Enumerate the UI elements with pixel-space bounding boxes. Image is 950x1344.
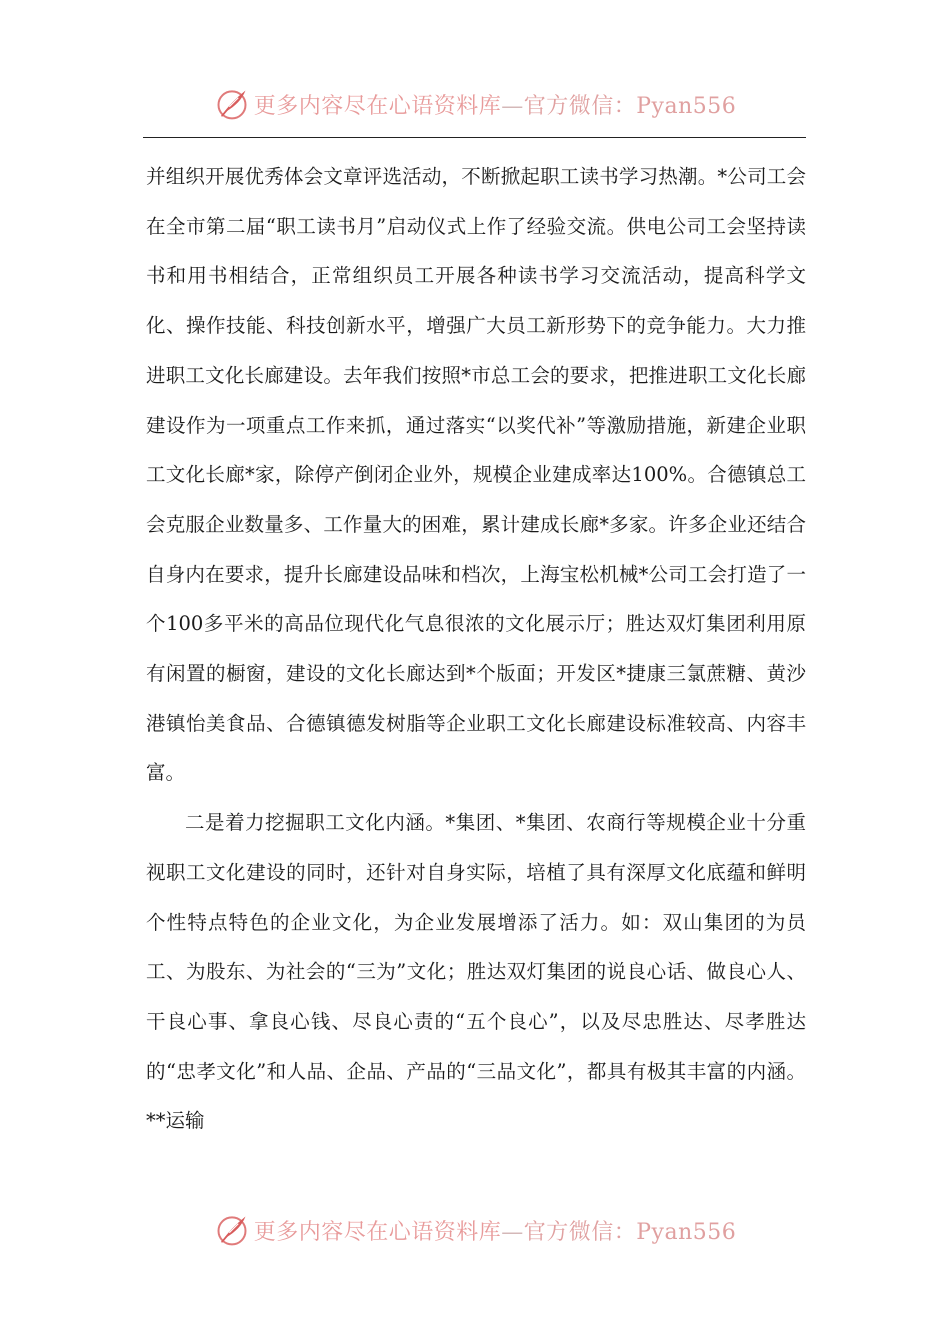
header-divider: [143, 137, 806, 138]
footer-watermark-banner: [0, 1210, 950, 1250]
header-dash: —: [501, 93, 524, 119]
quill-logo-icon: [214, 86, 250, 122]
paragraph-2: 二是着力挖掘职工文化内涵。*集团、*集团、农商行等规模企业十分重视职工文化建设的同时，还针对自身实际，培植了具有深厚文化底蕴和鲜明个性特点特色的企业文化，为企业发展增添了活力。如：双山集团的为员工、为股东、为社会的“三为”文化；胜达双灯集团的说良心话、做良心人、干良心事、拿良心钱、尽良心责的“五个良心”，以及尽忠胜达、尽孝胜达的“忠孝文化”和人品、企品、产品的“三品文化”，都具有极其丰富的内涵。**运输: [146, 811, 806, 1133]
document-body: [146, 152, 806, 1146]
header-wechat-id: Pyan556: [636, 93, 737, 119]
header-watermark-text: [254, 89, 737, 120]
footer-wechat-label: 官方微信：: [523, 1219, 637, 1245]
header-wechat-label: 官方微信：: [523, 93, 637, 119]
header-watermark-banner: [0, 84, 950, 124]
quill-logo-icon: [214, 1212, 250, 1248]
header-brand: 更多内容尽在心语资料库: [253, 93, 502, 119]
footer-dash: —: [501, 1219, 524, 1245]
footer-brand: 更多内容尽在心语资料库: [253, 1219, 502, 1245]
footer-wechat-id: Pyan556: [636, 1219, 737, 1245]
paragraph-1: 并组织开展优秀体会文章评选活动，不断掀起职工读书学习热潮。*公司工会在全市第二届“职工读书月”启动仪式上作了经验交流。供电公司工会坚持读书和用书相结合，正常组织员工开展各种读书学习交流活动，提高科学文化、操作技能、科技创新水平，增强广大员工新形势下的竞争能力。大力推进职工文化长廊建设。去年我们按照*市总工会的要求，把推进职工文化长廊建设作为一项重点工作来抓，通过落实“以奖代补”等激励措施，新建企业职工文化长廊*家，除停产倒闭企业外，规模企业建成率达100%。合德镇总工会克服企业数量多、工作量大的困难，累计建成长廊*多家。许多企业还结合自身内在要求，提升长廊建设品味和档次，上海宝松机械*公司工会打造了一个100多平米的高品位现代化气息很浓的文化展示厅；胜达双灯集团利用原有闲置的橱窗，建设的文化长廊达到*个版面；开发区*捷康三氯蔗糖、黄沙港镇怡美食品、合德镇德发树脂等企业职工文化长廊建设标准较高、内容丰富。: [146, 165, 806, 785]
footer-watermark-text: [254, 1215, 737, 1246]
